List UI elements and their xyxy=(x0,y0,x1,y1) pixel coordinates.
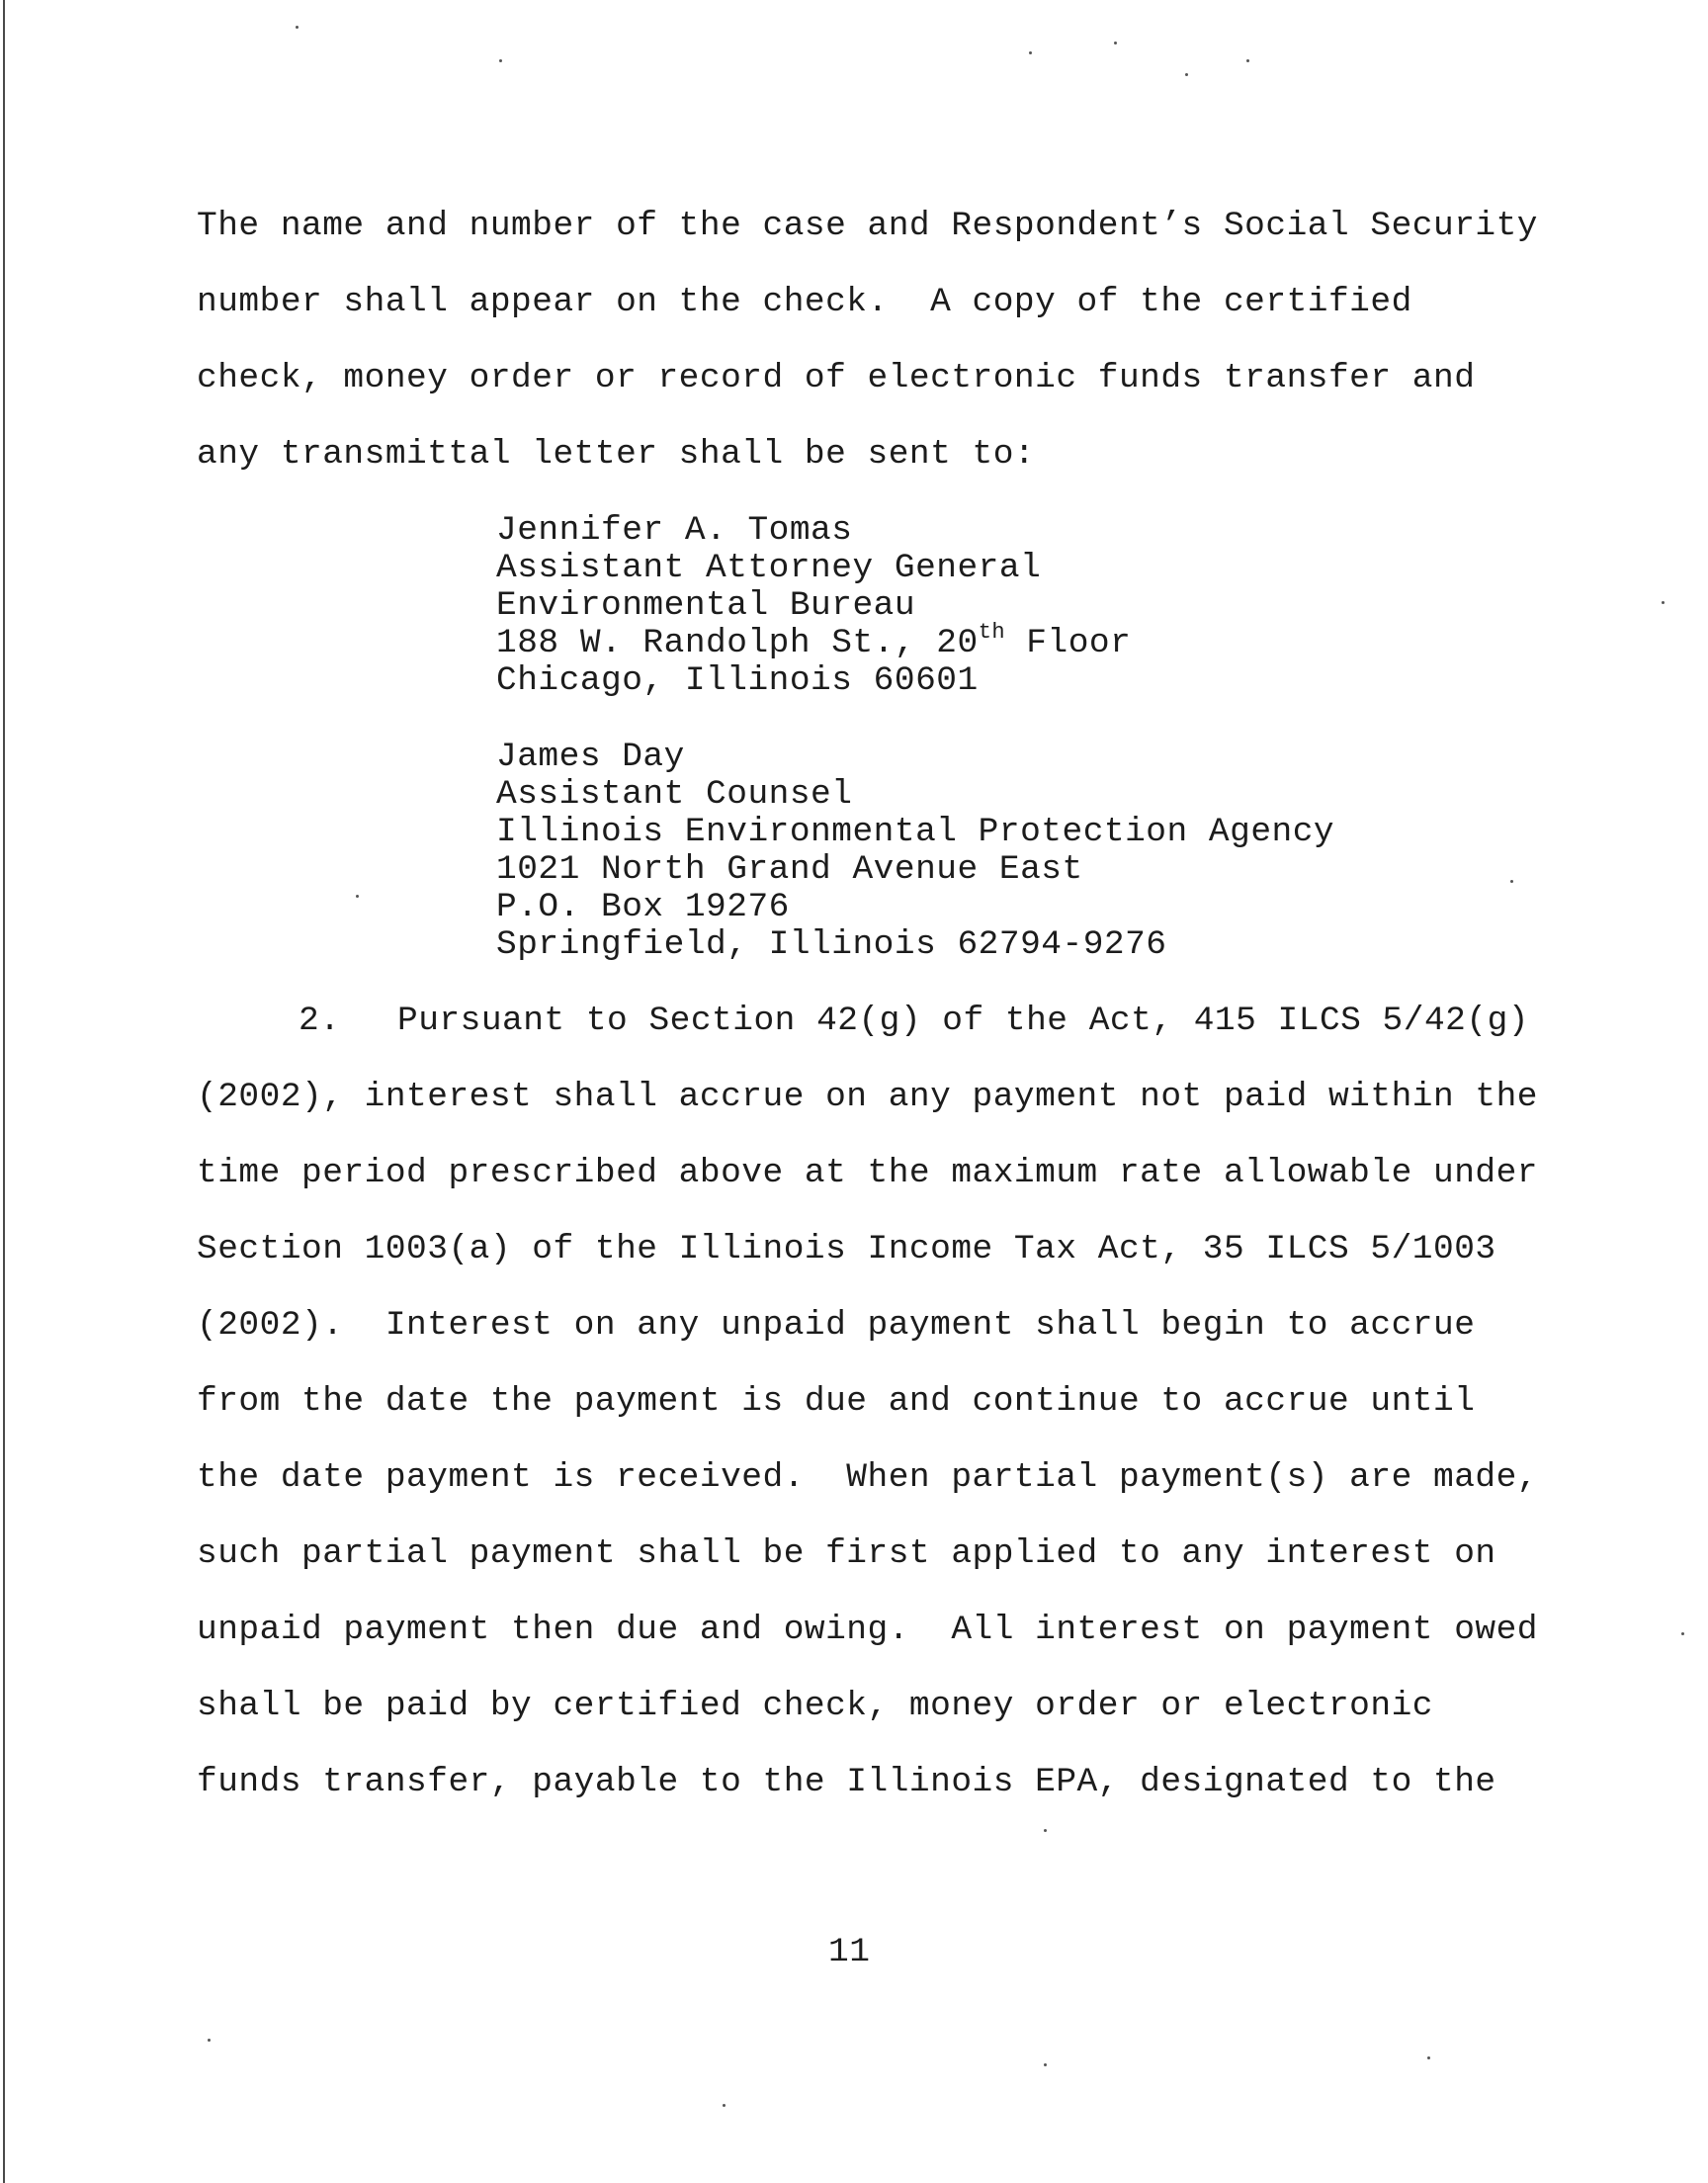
paragraph-line: the date payment is received. When partial payment(s) are made, xyxy=(197,1458,1539,1497)
address-street-prefix: 188 W. Randolph St., 20 xyxy=(496,624,979,662)
address-city: Chicago, Illinois 60601 xyxy=(496,661,979,700)
scan-speck xyxy=(1185,73,1188,76)
paragraph-line: from the date the payment is due and continue to accrue until xyxy=(197,1382,1476,1421)
address-department: Environmental Bureau xyxy=(496,586,916,625)
scan-speck xyxy=(1681,1632,1684,1635)
paragraph-line: shall be paid by certified check, money order or electronic xyxy=(197,1687,1433,1725)
address-title: Assistant Attorney General xyxy=(496,549,1042,587)
scan-speck xyxy=(296,26,299,29)
scan-speck xyxy=(1044,2063,1047,2066)
paragraph-line: check, money order or record of electronic funds transfer and xyxy=(197,359,1476,397)
scan-speck xyxy=(1427,2056,1430,2059)
paragraph-line: any transmittal letter shall be sent to: xyxy=(197,435,1036,474)
paragraph-line: funds transfer, payable to the Illinois EPA, designated to the xyxy=(197,1763,1496,1801)
scan-speck xyxy=(1510,880,1513,883)
paragraph-line: unpaid payment then due and owing. All interest on payment owed xyxy=(197,1611,1539,1649)
paragraph-line: The name and number of the case and Respondent’s Social Security xyxy=(197,207,1539,245)
scan-speck xyxy=(1029,51,1032,54)
address-name: Jennifer A. Tomas xyxy=(496,511,853,550)
paragraph-line: number shall appear on the check. A copy of the certified xyxy=(197,283,1412,321)
scan-speck xyxy=(1246,59,1249,62)
address-street-superscript: th xyxy=(978,620,1006,645)
paragraph-line: Section 1003(a) of the Illinois Income Tax Act, 35 ILCS 5/1003 xyxy=(197,1230,1496,1268)
address-po-box: P.O. Box 19276 xyxy=(496,888,790,926)
scan-speck xyxy=(723,2104,726,2107)
address-street: 1021 North Grand Avenue East xyxy=(496,850,1083,889)
paragraph-line: (2002), interest shall accrue on any payment not paid within the xyxy=(197,1078,1539,1116)
scan-speck xyxy=(499,59,502,62)
paragraph-line: (2002). Interest on any unpaid payment shall begin to accrue xyxy=(197,1306,1476,1345)
address-organization: Illinois Environmental Protection Agency xyxy=(496,813,1335,851)
scan-speck xyxy=(208,2039,211,2042)
scan-speck xyxy=(1044,1829,1047,1832)
address-street-suffix: Floor xyxy=(1005,624,1132,662)
address-title: Assistant Counsel xyxy=(496,775,853,814)
address-name: James Day xyxy=(496,738,685,776)
paragraph-line: such partial payment shall be first applied to any interest on xyxy=(197,1534,1496,1573)
paragraph-line: Pursuant to Section 42(g) of the Act, 415 ILCS 5/42(g) xyxy=(397,1002,1529,1040)
page-number: 11 xyxy=(828,1933,871,1971)
address-city: Springfield, Illinois 62794-9276 xyxy=(496,925,1167,964)
scan-speck xyxy=(356,895,359,898)
scan-edge-line xyxy=(3,0,5,2183)
scan-speck xyxy=(1114,42,1117,44)
scan-speck xyxy=(1662,601,1665,604)
paragraph-line: time period prescribed above at the maximum rate allowable under xyxy=(197,1154,1539,1192)
paragraph-number: 2. xyxy=(299,1002,341,1040)
address-street xyxy=(496,620,1132,662)
